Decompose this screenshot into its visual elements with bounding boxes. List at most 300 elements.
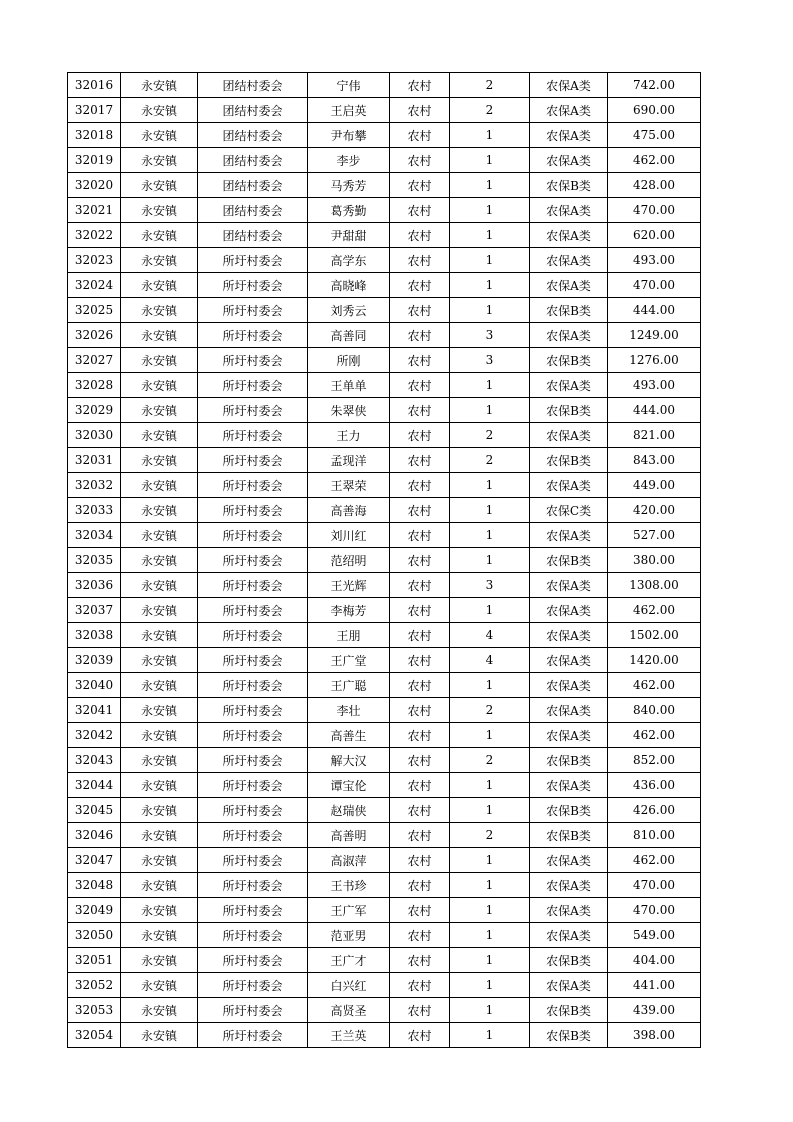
table-row [68, 598, 701, 623]
town-cell: 永安镇 [121, 873, 198, 898]
village-cell: 团结村委会 [198, 123, 308, 148]
insurance-type-cell: 农保A类 [530, 723, 608, 748]
area-cell: 农村 [390, 448, 450, 473]
area-cell: 农村 [390, 598, 450, 623]
village-cell: 团结村委会 [198, 148, 308, 173]
area-cell: 农村 [390, 473, 450, 498]
table-body [68, 73, 701, 1048]
area-cell: 农村 [390, 823, 450, 848]
amount-cell: 470.00 [608, 273, 701, 298]
amount-cell: 426.00 [608, 798, 701, 823]
village-cell: 所圩村委会 [198, 823, 308, 848]
town-cell: 永安镇 [121, 398, 198, 423]
table-row [68, 973, 701, 998]
area-cell: 农村 [390, 923, 450, 948]
village-cell: 所圩村委会 [198, 473, 308, 498]
amount-cell: 470.00 [608, 198, 701, 223]
area-cell: 农村 [390, 73, 450, 98]
insurance-type-cell: 农保A类 [530, 698, 608, 723]
insurance-type-cell: 农保A类 [530, 848, 608, 873]
row-id-cell: 32018 [68, 123, 121, 148]
village-cell: 所圩村委会 [198, 498, 308, 523]
village-cell: 所圩村委会 [198, 898, 308, 923]
village-cell: 所圩村委会 [198, 698, 308, 723]
insurance-type-cell: 农保B类 [530, 173, 608, 198]
name-cell: 王力 [308, 423, 390, 448]
name-cell: 所刚 [308, 348, 390, 373]
amount-cell: 549.00 [608, 923, 701, 948]
town-cell: 永安镇 [121, 98, 198, 123]
table-row [68, 948, 701, 973]
row-id-cell: 32031 [68, 448, 121, 473]
row-id-cell: 32019 [68, 148, 121, 173]
household-count-cell: 1 [450, 973, 530, 998]
town-cell: 永安镇 [121, 273, 198, 298]
village-cell: 所圩村委会 [198, 448, 308, 473]
amount-cell: 420.00 [608, 498, 701, 523]
town-cell: 永安镇 [121, 648, 198, 673]
row-id-cell: 32039 [68, 648, 121, 673]
name-cell: 朱翠侠 [308, 398, 390, 423]
town-cell: 永安镇 [121, 773, 198, 798]
household-count-cell: 1 [450, 598, 530, 623]
village-cell: 所圩村委会 [198, 748, 308, 773]
household-count-cell: 1 [450, 848, 530, 873]
table-row [68, 198, 701, 223]
amount-cell: 1308.00 [608, 573, 701, 598]
insurance-type-cell: 农保A类 [530, 123, 608, 148]
amount-cell: 428.00 [608, 173, 701, 198]
village-cell: 团结村委会 [198, 173, 308, 198]
household-count-cell: 1 [450, 198, 530, 223]
household-count-cell: 1 [450, 373, 530, 398]
amount-cell: 380.00 [608, 548, 701, 573]
household-count-cell: 1 [450, 1023, 530, 1048]
name-cell: 高学东 [308, 248, 390, 273]
household-count-cell: 1 [450, 523, 530, 548]
village-cell: 所圩村委会 [198, 723, 308, 748]
town-cell: 永安镇 [121, 498, 198, 523]
village-cell: 所圩村委会 [198, 673, 308, 698]
household-count-cell: 2 [450, 448, 530, 473]
name-cell: 高晓峰 [308, 273, 390, 298]
household-count-cell: 1 [450, 248, 530, 273]
area-cell: 农村 [390, 623, 450, 648]
household-count-cell: 4 [450, 623, 530, 648]
amount-cell: 462.00 [608, 598, 701, 623]
town-cell: 永安镇 [121, 598, 198, 623]
table-row [68, 98, 701, 123]
row-id-cell: 32043 [68, 748, 121, 773]
village-cell: 所圩村委会 [198, 398, 308, 423]
town-cell: 永安镇 [121, 123, 198, 148]
row-id-cell: 32044 [68, 773, 121, 798]
row-id-cell: 32037 [68, 598, 121, 623]
table-row [68, 398, 701, 423]
insurance-type-cell: 农保A类 [530, 598, 608, 623]
area-cell: 农村 [390, 323, 450, 348]
row-id-cell: 32046 [68, 823, 121, 848]
insurance-type-cell: 农保B类 [530, 448, 608, 473]
table-row [68, 73, 701, 98]
insurance-type-cell: 农保B类 [530, 823, 608, 848]
insurance-type-cell: 农保B类 [530, 798, 608, 823]
name-cell: 尹甜甜 [308, 223, 390, 248]
name-cell: 高善明 [308, 823, 390, 848]
area-cell: 农村 [390, 698, 450, 723]
table-row [68, 223, 701, 248]
name-cell: 王书珍 [308, 873, 390, 898]
amount-cell: 843.00 [608, 448, 701, 473]
row-id-cell: 32048 [68, 873, 121, 898]
area-cell: 农村 [390, 648, 450, 673]
insurance-type-cell: 农保A类 [530, 648, 608, 673]
table-row [68, 248, 701, 273]
name-cell: 王广军 [308, 898, 390, 923]
insurance-type-cell: 农保A类 [530, 248, 608, 273]
village-cell: 团结村委会 [198, 73, 308, 98]
area-cell: 农村 [390, 248, 450, 273]
household-count-cell: 2 [450, 698, 530, 723]
name-cell: 王广才 [308, 948, 390, 973]
household-count-cell: 1 [450, 948, 530, 973]
area-cell: 农村 [390, 548, 450, 573]
village-cell: 所圩村委会 [198, 998, 308, 1023]
name-cell: 李步 [308, 148, 390, 173]
row-id-cell: 32028 [68, 373, 121, 398]
amount-cell: 1420.00 [608, 648, 701, 673]
village-cell: 团结村委会 [198, 223, 308, 248]
area-cell: 农村 [390, 298, 450, 323]
row-id-cell: 32049 [68, 898, 121, 923]
name-cell: 王启英 [308, 98, 390, 123]
town-cell: 永安镇 [121, 423, 198, 448]
amount-cell: 493.00 [608, 373, 701, 398]
row-id-cell: 32053 [68, 998, 121, 1023]
household-count-cell: 1 [450, 798, 530, 823]
town-cell: 永安镇 [121, 173, 198, 198]
name-cell: 刘川红 [308, 523, 390, 548]
village-cell: 所圩村委会 [198, 1023, 308, 1048]
village-cell: 所圩村委会 [198, 373, 308, 398]
amount-cell: 404.00 [608, 948, 701, 973]
name-cell: 高善生 [308, 723, 390, 748]
area-cell: 农村 [390, 173, 450, 198]
area-cell: 农村 [390, 723, 450, 748]
table-row [68, 523, 701, 548]
table-row [68, 623, 701, 648]
town-cell: 永安镇 [121, 948, 198, 973]
table-row [68, 798, 701, 823]
table-row [68, 148, 701, 173]
row-id-cell: 32050 [68, 923, 121, 948]
name-cell: 王光辉 [308, 573, 390, 598]
village-cell: 所圩村委会 [198, 323, 308, 348]
row-id-cell: 32026 [68, 323, 121, 348]
row-id-cell: 32036 [68, 573, 121, 598]
household-count-cell: 1 [450, 473, 530, 498]
amount-cell: 1249.00 [608, 323, 701, 348]
row-id-cell: 32041 [68, 698, 121, 723]
amount-cell: 436.00 [608, 773, 701, 798]
amount-cell: 475.00 [608, 123, 701, 148]
village-cell: 所圩村委会 [198, 973, 308, 998]
row-id-cell: 32027 [68, 348, 121, 373]
table-row [68, 423, 701, 448]
row-id-cell: 32047 [68, 848, 121, 873]
town-cell: 永安镇 [121, 373, 198, 398]
town-cell: 永安镇 [121, 723, 198, 748]
insurance-type-cell: 农保B类 [530, 348, 608, 373]
name-cell: 马秀芳 [308, 173, 390, 198]
table-row [68, 648, 701, 673]
village-cell: 团结村委会 [198, 198, 308, 223]
town-cell: 永安镇 [121, 248, 198, 273]
name-cell: 宁伟 [308, 73, 390, 98]
name-cell: 赵瑞侠 [308, 798, 390, 823]
row-id-cell: 32025 [68, 298, 121, 323]
row-id-cell: 32052 [68, 973, 121, 998]
insurance-type-cell: 农保A类 [530, 573, 608, 598]
table-row [68, 348, 701, 373]
row-id-cell: 32045 [68, 798, 121, 823]
amount-cell: 821.00 [608, 423, 701, 448]
household-count-cell: 1 [450, 148, 530, 173]
insurance-type-cell: 农保B类 [530, 998, 608, 1023]
row-id-cell: 32038 [68, 623, 121, 648]
insurance-type-cell: 农保A类 [530, 98, 608, 123]
area-cell: 农村 [390, 798, 450, 823]
village-cell: 所圩村委会 [198, 523, 308, 548]
table-row [68, 873, 701, 898]
insurance-type-cell: 农保B类 [530, 1023, 608, 1048]
village-cell: 所圩村委会 [198, 873, 308, 898]
village-cell: 所圩村委会 [198, 848, 308, 873]
insurance-type-cell: 农保A类 [530, 323, 608, 348]
amount-cell: 462.00 [608, 723, 701, 748]
area-cell: 农村 [390, 673, 450, 698]
village-cell: 所圩村委会 [198, 923, 308, 948]
amount-cell: 441.00 [608, 973, 701, 998]
town-cell: 永安镇 [121, 898, 198, 923]
amount-cell: 810.00 [608, 823, 701, 848]
amount-cell: 1276.00 [608, 348, 701, 373]
village-cell: 所圩村委会 [198, 623, 308, 648]
area-cell: 农村 [390, 873, 450, 898]
village-cell: 所圩村委会 [198, 948, 308, 973]
area-cell: 农村 [390, 948, 450, 973]
town-cell: 永安镇 [121, 623, 198, 648]
town-cell: 永安镇 [121, 573, 198, 598]
amount-cell: 462.00 [608, 673, 701, 698]
insurance-type-cell: 农保B类 [530, 298, 608, 323]
amount-cell: 620.00 [608, 223, 701, 248]
row-id-cell: 32032 [68, 473, 121, 498]
household-count-cell: 1 [450, 548, 530, 573]
town-cell: 永安镇 [121, 298, 198, 323]
name-cell: 高贤圣 [308, 998, 390, 1023]
name-cell: 王广聪 [308, 673, 390, 698]
town-cell: 永安镇 [121, 848, 198, 873]
town-cell: 永安镇 [121, 73, 198, 98]
town-cell: 永安镇 [121, 223, 198, 248]
table-row [68, 573, 701, 598]
row-id-cell: 32040 [68, 673, 121, 698]
table-row [68, 748, 701, 773]
row-id-cell: 32024 [68, 273, 121, 298]
town-cell: 永安镇 [121, 923, 198, 948]
name-cell: 高善同 [308, 323, 390, 348]
table-row [68, 498, 701, 523]
household-count-cell: 1 [450, 173, 530, 198]
insurance-type-cell: 农保A类 [530, 73, 608, 98]
insurance-type-cell: 农保A类 [530, 223, 608, 248]
area-cell: 农村 [390, 348, 450, 373]
table-row [68, 773, 701, 798]
area-cell: 农村 [390, 1023, 450, 1048]
amount-cell: 449.00 [608, 473, 701, 498]
household-count-cell: 2 [450, 98, 530, 123]
amount-cell: 840.00 [608, 698, 701, 723]
household-count-cell: 2 [450, 423, 530, 448]
town-cell: 永安镇 [121, 998, 198, 1023]
village-cell: 所圩村委会 [198, 798, 308, 823]
insurance-type-cell: 农保B类 [530, 398, 608, 423]
amount-cell: 1502.00 [608, 623, 701, 648]
row-id-cell: 32017 [68, 98, 121, 123]
village-cell: 所圩村委会 [198, 273, 308, 298]
town-cell: 永安镇 [121, 823, 198, 848]
table-row [68, 1023, 701, 1048]
household-count-cell: 1 [450, 898, 530, 923]
area-cell: 农村 [390, 123, 450, 148]
area-cell: 农村 [390, 198, 450, 223]
amount-cell: 444.00 [608, 298, 701, 323]
area-cell: 农村 [390, 848, 450, 873]
household-count-cell: 1 [450, 123, 530, 148]
household-count-cell: 1 [450, 873, 530, 898]
name-cell: 王朋 [308, 623, 390, 648]
insurance-type-cell: 农保B类 [530, 948, 608, 973]
table-row [68, 548, 701, 573]
area-cell: 农村 [390, 773, 450, 798]
town-cell: 永安镇 [121, 798, 198, 823]
amount-cell: 493.00 [608, 248, 701, 273]
row-id-cell: 32051 [68, 948, 121, 973]
table-row [68, 923, 701, 948]
town-cell: 永安镇 [121, 548, 198, 573]
table-row [68, 373, 701, 398]
household-count-cell: 1 [450, 773, 530, 798]
row-id-cell: 32042 [68, 723, 121, 748]
area-cell: 农村 [390, 748, 450, 773]
name-cell: 孟现洋 [308, 448, 390, 473]
household-count-cell: 4 [450, 648, 530, 673]
town-cell: 永安镇 [121, 698, 198, 723]
household-count-cell: 1 [450, 298, 530, 323]
household-count-cell: 1 [450, 923, 530, 948]
name-cell: 王广堂 [308, 648, 390, 673]
row-id-cell: 32034 [68, 523, 121, 548]
insurance-type-cell: 农保A类 [530, 623, 608, 648]
row-id-cell: 32054 [68, 1023, 121, 1048]
insurance-type-cell: 农保A类 [530, 148, 608, 173]
household-count-cell: 1 [450, 223, 530, 248]
insurance-type-cell: 农保A类 [530, 423, 608, 448]
name-cell: 葛秀勤 [308, 198, 390, 223]
name-cell: 李梅芳 [308, 598, 390, 623]
amount-cell: 398.00 [608, 1023, 701, 1048]
area-cell: 农村 [390, 523, 450, 548]
allowance-table [67, 72, 701, 1048]
table-row [68, 323, 701, 348]
table-row [68, 898, 701, 923]
insurance-type-cell: 农保A类 [530, 523, 608, 548]
town-cell: 永安镇 [121, 748, 198, 773]
area-cell: 农村 [390, 398, 450, 423]
amount-cell: 852.00 [608, 748, 701, 773]
table-row [68, 473, 701, 498]
household-count-cell: 2 [450, 73, 530, 98]
household-count-cell: 1 [450, 723, 530, 748]
name-cell: 高善海 [308, 498, 390, 523]
insurance-type-cell: 农保A类 [530, 198, 608, 223]
household-count-cell: 1 [450, 273, 530, 298]
household-count-cell: 1 [450, 498, 530, 523]
insurance-type-cell: 农保A类 [530, 673, 608, 698]
amount-cell: 462.00 [608, 148, 701, 173]
village-cell: 团结村委会 [198, 98, 308, 123]
area-cell: 农村 [390, 573, 450, 598]
insurance-type-cell: 农保A类 [530, 473, 608, 498]
name-cell: 王单单 [308, 373, 390, 398]
area-cell: 农村 [390, 223, 450, 248]
row-id-cell: 32029 [68, 398, 121, 423]
amount-cell: 742.00 [608, 73, 701, 98]
amount-cell: 470.00 [608, 898, 701, 923]
household-count-cell: 1 [450, 398, 530, 423]
insurance-type-cell: 农保A类 [530, 773, 608, 798]
insurance-type-cell: 农保A类 [530, 273, 608, 298]
village-cell: 所圩村委会 [198, 773, 308, 798]
insurance-type-cell: 农保C类 [530, 498, 608, 523]
insurance-type-cell: 农保A类 [530, 873, 608, 898]
row-id-cell: 32030 [68, 423, 121, 448]
area-cell: 农村 [390, 898, 450, 923]
table-row [68, 823, 701, 848]
insurance-type-cell: 农保B类 [530, 748, 608, 773]
table-row [68, 448, 701, 473]
insurance-type-cell: 农保A类 [530, 898, 608, 923]
area-cell: 农村 [390, 98, 450, 123]
amount-cell: 462.00 [608, 848, 701, 873]
row-id-cell: 32020 [68, 173, 121, 198]
name-cell: 范绍明 [308, 548, 390, 573]
row-id-cell: 32035 [68, 548, 121, 573]
household-count-cell: 2 [450, 823, 530, 848]
table-row [68, 673, 701, 698]
row-id-cell: 32021 [68, 198, 121, 223]
town-cell: 永安镇 [121, 148, 198, 173]
name-cell: 王兰英 [308, 1023, 390, 1048]
table-row [68, 273, 701, 298]
row-id-cell: 32022 [68, 223, 121, 248]
area-cell: 农村 [390, 273, 450, 298]
table-row [68, 298, 701, 323]
name-cell: 白兴红 [308, 973, 390, 998]
household-count-cell: 3 [450, 323, 530, 348]
table-row [68, 998, 701, 1023]
